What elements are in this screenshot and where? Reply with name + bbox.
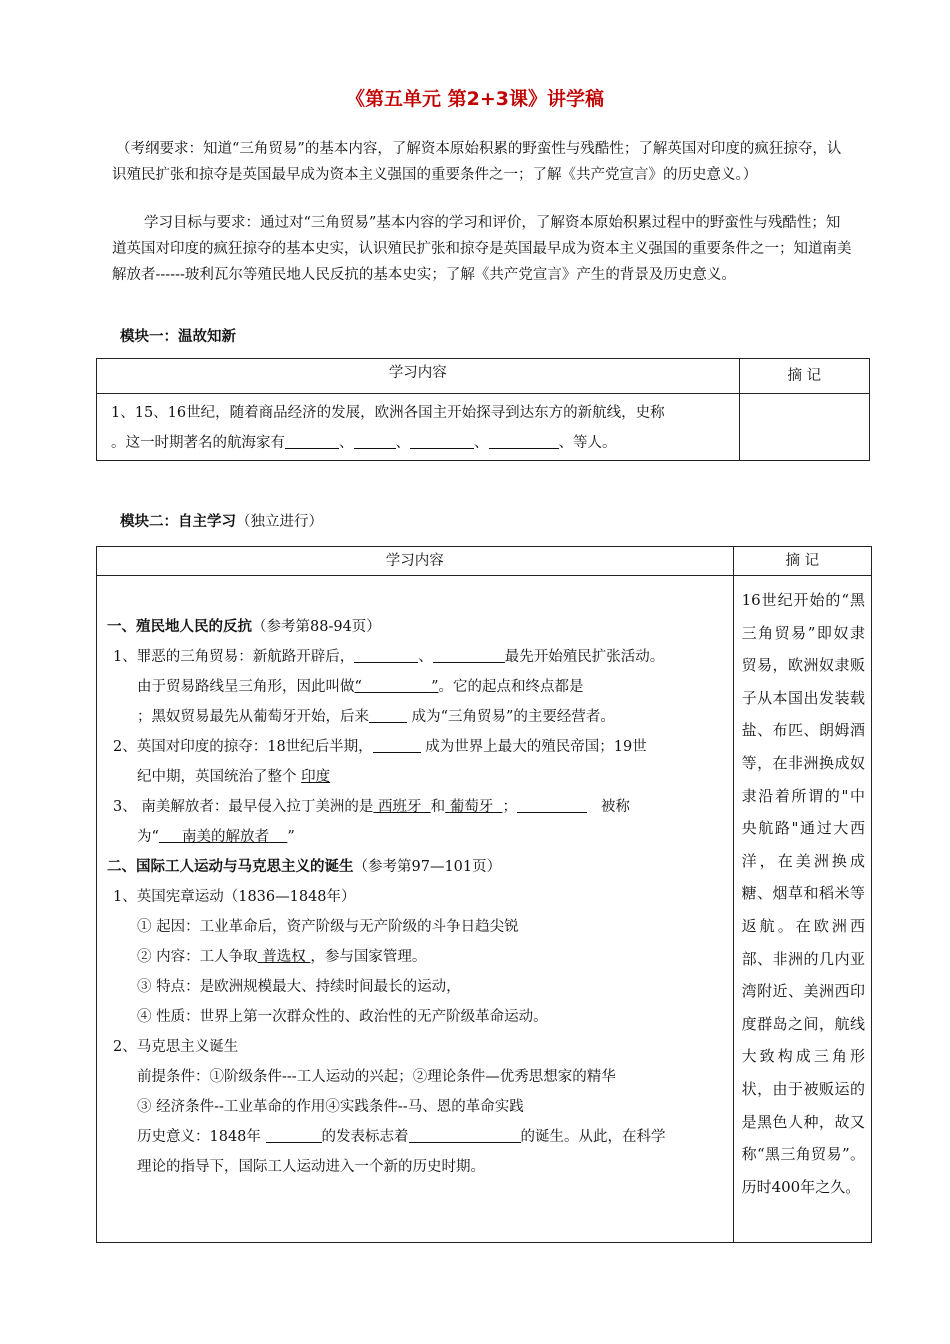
answer-blank[interactable]: [285, 430, 339, 449]
module2-col-notes: 摘 记: [733, 547, 871, 576]
answer-blank[interactable]: [409, 1124, 521, 1143]
page-title: 《第五单元 第2+3课》讲学稿: [346, 88, 604, 110]
module2-table: [96, 546, 872, 1243]
answer-blank[interactable]: [489, 430, 559, 449]
module1-notes-cell[interactable]: [739, 394, 869, 461]
section2-title: 二、国际工人运动与马克思主义的诞生（参考第97—101页）: [107, 859, 502, 875]
answer-blank[interactable]: [354, 430, 396, 449]
answer-blank[interactable]: [517, 794, 587, 813]
answer-blank[interactable]: [266, 1124, 322, 1143]
answer-suffrage: 普选权: [262, 949, 306, 965]
module1-col-notes: 摘 记: [739, 359, 869, 394]
module1-table: [96, 358, 870, 461]
answer-spain: 西班牙: [377, 799, 422, 815]
module1-heading: 模块一：温故知新: [120, 329, 236, 345]
module2-heading: 模块二：自主学习（独立进行）: [120, 514, 323, 530]
module1-col-content: 学习内容: [97, 359, 740, 394]
module2-content-cell: 一、殖民地人民的反抗（参考第88-94页） 1、罪恶的三角贸易：新航路开辟后， 、 最先开始殖民扩张活动。 由于贸易路线呈三角形，因此叫做“ ”。它的起点和终点都是 ；黑奴贸易最先从葡萄牙开始，后来 成为“三角贸易”的主要经营者。 2、英国对印度的掠夺：18世纪后半期， 成为世界上最大的殖民帝国；19世 纪中期，英国统治了整个 印度 3、 南美解放者：最早侵入拉丁美洲的是 西班牙 和 葡萄牙 ； 被称 为“ 南美的解放者 ” 二、国际工人运动与马克思主义的诞生（参考第97—101页） 1、英国宪章运动（1836—1848年） ① 起因：工业革命后，资产阶级与无产阶级的斗争日趋尖锐 ② 内容：工人争取 普选权 ，参与国家管理。 ③ 特点：是欧洲规模最大、持续时间最长的运动， ④ 性质：世界上第一次群众性的、政治性的无产阶级革命运动。 2、马克思主义诞生 前提条件：①阶级条件---工人运动的兴起；②理论条件—优秀思想家的精华 ③ 经济条件--工业革命的作用④实践条件--马、恩的革命实践 历史意义：1848年 的发表标志着 的诞生。从此，在科学 理论的指导下，国际工人运动进入一个新的历史时期。: [97, 576, 734, 1243]
module2-notes-cell: [733, 576, 871, 1243]
answer-portugal: 葡萄牙: [449, 799, 494, 815]
answer-india: 印度: [301, 769, 331, 785]
quoted-blank[interactable]: “ ”: [354, 679, 439, 695]
section1-title: 一、殖民地人民的反抗（参考第88-94页）: [107, 619, 381, 635]
notes-text: 16世纪开始的“黑三角贸易”即奴隶贸易，欧洲奴隶贩子从本国出发装载盐、布匹、朗姆酒等，在非洲换成奴隶沿着所谓的"中央航路"通过大西洋，在美洲换成糖、烟草和稻米等返航。在欧洲西部、非洲的几内亚湾附近、美洲西印度群岛之间，航线大致构成三角形状，由于被贩运的是黑色人种，故又称“黑三角贸易”。历时400年之久。: [741, 591, 865, 1196]
answer-blank[interactable]: [433, 644, 505, 663]
answer-liberator: 南美的解放者: [181, 829, 269, 845]
answer-blank[interactable]: [410, 430, 474, 449]
answer-blank[interactable]: [369, 704, 407, 723]
learning-objectives: 学习目标与要求：通过对“三角贸易”基本内容的学习和评价，了解资本原始积累过程中的野蛮性与残酷性；知道英国对印度的疯狂掠夺的基本史实，认识殖民扩张和掠夺是英国最早成为资本主义强国的重要条件之一；知道南美解放者------玻利瓦尔等殖民地人民反抗的基本史实；了解《共产党宣言》产生的背景及历史意义。: [112, 215, 852, 283]
answer-blank[interactable]: [354, 644, 418, 663]
exam-requirements: （考纲要求：知道“三角贸易”的基本内容，了解资本原始积累的野蛮性与残酷性；了解英国对印度的疯狂掠夺，认识殖民扩张和掠夺是英国最早成为资本主义强国的重要条件之一；了解《共产党宣言》的历史意义。）: [112, 141, 842, 183]
module2-col-content: 学习内容: [97, 547, 734, 576]
module1-question-cell: 1、15、16世纪，随着商品经济的发展，欧洲各国主开始探寻到达东方的新航线，史称 。这一时期著名的航海家有 、 、 、 、等人。: [97, 394, 740, 461]
answer-blank[interactable]: [373, 734, 421, 753]
